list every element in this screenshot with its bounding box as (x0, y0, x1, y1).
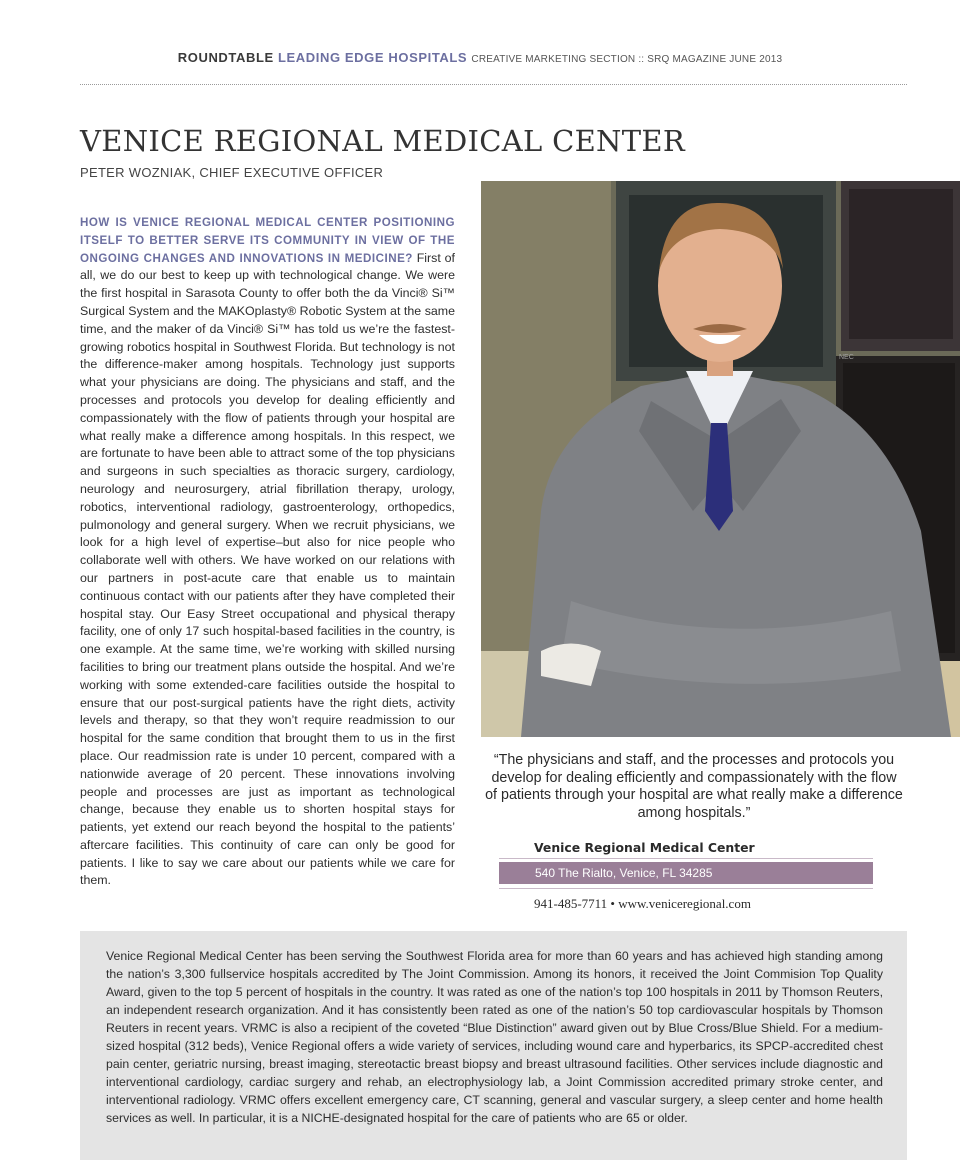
info-box-text: Venice Regional Medical Center has been serving the Southwest Florida area for more than 60 years and has achieved high standing among the nation’s 3,300 fullservice hospitals accredited by The Joint Commission. Among its honors, it received the Joint Commision Top Quality Award, given to the top 5 percent of hospitals in the country. It was rated as one of the nation’s top 100 hospitals in 2011 by Thomson Reuters, an independent research organization. And it has consistently been rated as one of the nation’s 50 top cardiovascular hospitals by Thomson Reuters in recent years. VRMC is also a recipient of the coveted “Blue Distinction” award given out by Blue Cross/Blue Shield. For a medium-sized hospital (312 beds), Venice Regional offers a wide variety of services, including wound care and hyperbarics, its SPCP-accredited chest pain center, geriatric nursing, breast imaging, stereotactic breast biopsy and breast ultrasound facilities. Other services include diagnostic and interventional cardiology, cardiac surgery and rehab, an electrophysiology lab, a Joint Commission accredited primary stroke center, and interventional radiology. VRMC offers excellent emergency care, CT scanning, general and vascular surgery, a sleep center and home health services as well. In particular, it is a NICHE-designated hospital for the care of patients who are 65 or older. (106, 949, 883, 1125)
portrait-illustration (481, 181, 960, 737)
header-topic-label: LEADING EDGE HOSPITALS (278, 50, 468, 65)
header-divider (80, 84, 907, 85)
page-subtitle: PETER WOZNIAK, CHIEF EXECUTIVE OFFICER (80, 165, 384, 180)
page-title: VENICE REGIONAL MEDICAL CENTER (80, 124, 685, 158)
contact-rule-top (499, 858, 873, 859)
portrait-photo (481, 181, 960, 737)
contact-phone-web[interactable]: 941-485-7711 • www.veniceregional.com (534, 896, 751, 911)
contact-address: 540 The Rialto, Venice, FL 34285 (535, 866, 713, 880)
article-question: HOW IS VENICE REGIONAL MEDICAL CENTER POSITIONING ITSELF TO BETTER SERVE ITS COMMUNITY IN VIEW OF THE ONGOING CHANGES AND INNOVATIONS IN MEDICINE? (80, 216, 455, 265)
contact-name: Venice Regional Medical Center (534, 840, 755, 855)
article-body (80, 214, 455, 890)
monitor-brand-label: NEC (839, 354, 854, 361)
contact-rule-bottom (499, 888, 873, 889)
article-answer: First of all, we do our best to keep up with technological change. We were the first hospital in Sarasota County to offer both the da Vinci® Si™ Surgical System and the MAKOplasty® Robotic System at the same time, and the maker of da Vinci® Si™ has told us we’re the fastest-growing robotics hospital in Southwest Florida. But technology is not the difference-maker among hospitals. Technology just supports what your physicians are doing. The physicians and staff, and the processes and protocols you develop for dealing efficiently and compassionately with the flow of patients through your hospital are what really make a difference among hospitals. In this respect, we are fortunate to have been able to attract some of the top physicians and surgeons in such specialties as thoracic surgery, cardiology, neurology and neurosurgery, atrial fibrillation therapy, urology, robotics, interventional radiology, gastroenterology, orthopedics, pulmonology and general surgery. When we recruit physicians, we look for a high level of expertise–but also for nice people who collaborate well with others. We have worked on our relations with our partners in post-acute care that enable us to maintain continuous contact with our patients after they have completed their hospital stay. Our Easy Street occupational and physical therapy facility, one of only 17 such hospital-based facilities in the country, is one example. At the same time, we’re working with skilled nursing facilities to bring our treatment plans outside the hospital. And we’re working with some extended-care facilities outside the hospital to ensure that our post-surgical patients have the right diets, activity levels and therapy, so that they won’t require readmission to our hospital for the same condition that brought them to us in the first place. Our readmission rate is under 10 percent, compared with a nationwide average of 20 percent. These innovations involving people and processes are just as important as technological change, because they enable us to shorten hospital stays for patients, yet extend our reach beyond the hospital to the patients’ aftercare facilities. This continuity of care can only be good for patients. I like to say we care about our patients while we care for them. (80, 250, 455, 888)
header-section-label: ROUNDTABLE (177, 50, 274, 65)
header-issue-label: CREATIVE MARKETING SECTION :: SRQ MAGAZINE JUNE 2013 (471, 54, 783, 65)
pull-quote: “The physicians and staff, and the processes and protocols you develop for dealing efficiently and compassionately with the flow of patients through your hospital are what really make a difference among hospitals.” (485, 752, 903, 821)
magazine-header (0, 50, 960, 65)
